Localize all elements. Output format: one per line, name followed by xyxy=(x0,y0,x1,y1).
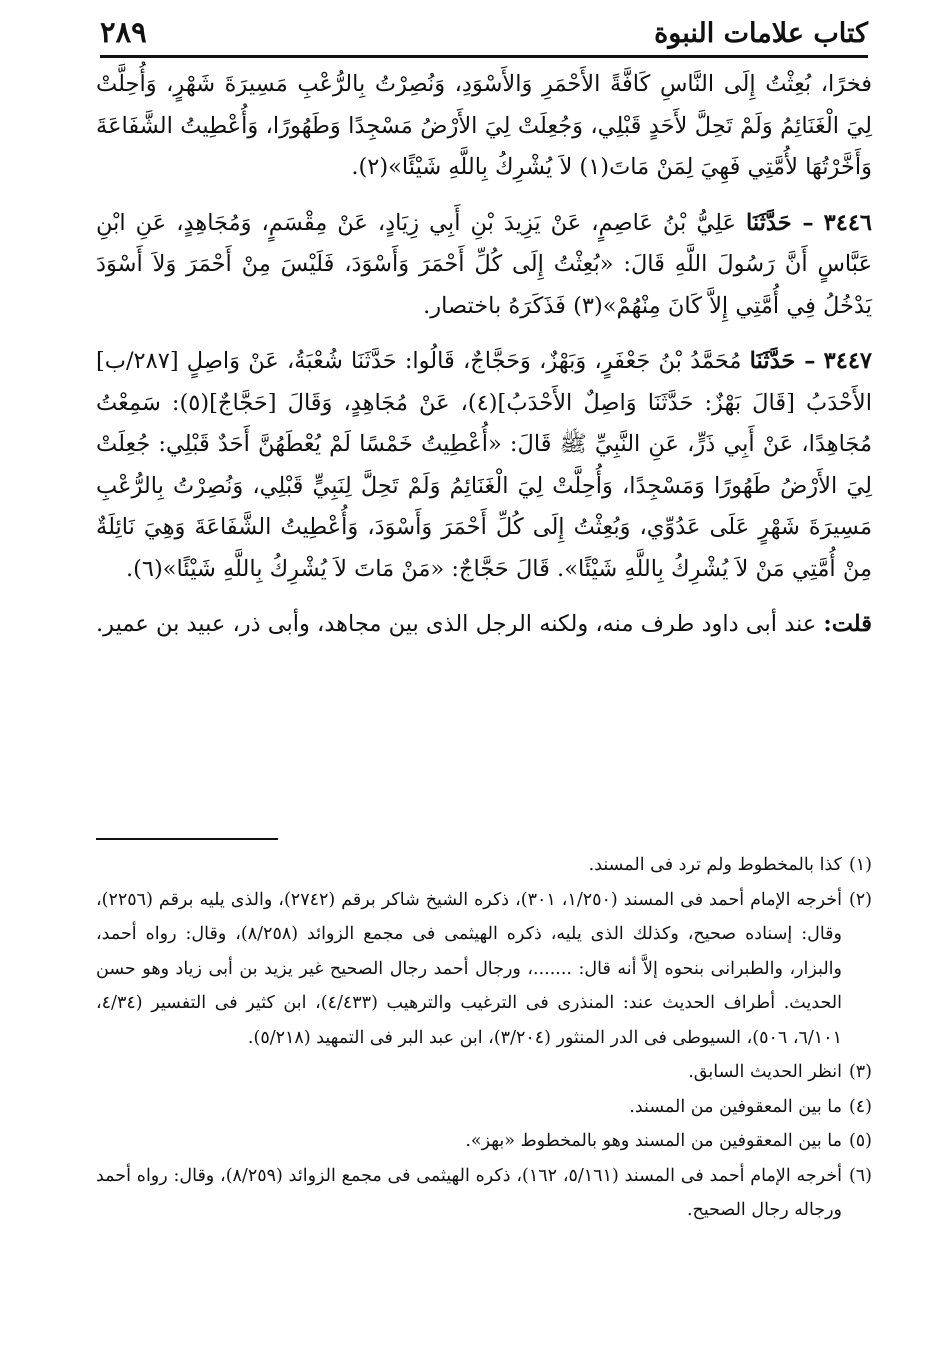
hadith-3447 xyxy=(96,341,872,590)
footnote-number: (٤) xyxy=(848,1096,872,1117)
hadith-3446 xyxy=(96,203,872,328)
comment-text: عند أبى داود طرف منه، ولكنه الرجل الذى بين مجاهد، وأبى ذر، عبيد بن عمير. xyxy=(96,611,817,637)
footnote-3 xyxy=(96,1055,872,1090)
footnote-6 xyxy=(96,1159,872,1228)
footnote-number: (١) xyxy=(848,855,872,875)
footnote-number: (٦) xyxy=(848,1165,872,1186)
paragraph-continuation: فخرًا، بُعِثْتُ إِلَى النَّاسِ كَافَّةً الأَحْمَرِ وَالأَسْوَدِ، وَنُصِرْتُ بِالرُّعْبِ مَسِيرَةَ شَهْرٍ، وَأُحِلَّتْ لِيَ الْغَنَائِمُ وَلَمْ تَحِلَّ لأَحَدٍ قَبْلِي، وَجُعِلَتْ لِيَ الأَرْضُ مَسْجِدًا وَطَهُورًا، وَأُعْطِيتُ الشَّفَاعَةَ وَأَخَّرْتُهَا لأُمَّتِي فَهِيَ لِمَنْ مَاتَ(١) لاَ يُشْرِكُ بِاللَّهِ شَيْئًا»(٢). xyxy=(96,71,872,180)
hadith-lead: – حَدَّثَنَا xyxy=(749,348,816,374)
hadith-lead: – حَدَّثَنَا xyxy=(746,209,814,236)
book-title: كتاب علامات النبوة xyxy=(654,18,868,49)
footnote-5 xyxy=(96,1124,872,1159)
page-number: ٢٨٩ xyxy=(100,15,147,49)
footnote-2 xyxy=(96,883,872,1056)
main-text xyxy=(96,64,872,646)
footnote-text: أخرجه الإمام أحمد فى المسند (١/٢٥٠، ٣٠١)، ذكره الشيخ شاكر برقم (٢٧٤٢)، والذى يليه برقم (٢٢٥٦)، وقال: إسناده صحيح، وكذلك الذى يليه، ذكره الهيثمى فى مجمع الزوائد (٨/٢٥٨)، وقال: رواه أحمد، والبزار، والطبرانى بنحوه إلاَّ أنه قال: .......، ورجال أحمد رجال الصحيح غير يزيد بن أبى زياد وهو حسن الحديث. أطراف الحديث عند: المنذرى فى الترغيب والترهيب (٤/٤٣٣)، ابن كثير فى التفسير (٤/٣٤، ٦/١٠١، ٥٠٦)، السيوطى فى الدر المنثور (٣/٢٠٤)، ابن عبد البر فى التمهيد (٥/٢١٨). xyxy=(96,889,842,1048)
footnote-number: (٢) xyxy=(848,889,872,910)
footnote-text: انظر الحديث السابق. xyxy=(688,1062,842,1082)
footnote-text: ما بين المعقوفين من المسند. xyxy=(629,1096,842,1117)
comment-label: قلت: xyxy=(823,611,872,637)
hadith-number: ٣٤٤٦ xyxy=(823,209,873,236)
hadith-text: مُحَمَّدُ بْنُ جَعْفَرٍ، وَبَهْزٌ، وَحَجَّاجٌ، قَالُوا: حَدَّثَنَا شُعْبَةُ، عَنْ وَاصِلٍ [٢٨٧/ب] الأَحْدَبُ [قَالَ بَهْزٌ: حَدَّثَنَا وَاصِلٌ الأَحْدَبُ](٤)، عَنْ مُجَاهِدٍ، وَقَالَ [حَجَّاجٌ](٥): سَمِعْتُ مُجَاهِدًا، عَنْ أَبِي ذَرٍّ، عَنِ النَّبِيِّ ﷺ قَالَ: «أُعْطِيتُ خَمْسًا لَمْ يُعْطَهُنَّ أَحَدٌ قَبْلِي: جُعِلَتْ لِيَ الأَرْضُ طَهُورًا وَمَسْجِدًا، وَأُحِلَّتْ لِيَ الْغَنَائِمُ وَلَمْ تَحِلَّ لِنَبِيٍّ قَبْلِي، وَنُصِرْتُ بِالرُّعْبِ مَسِيرَةَ شَهْرٍ عَلَى عَدُوِّي، وَبُعِثْتُ إِلَى كُلِّ أَحْمَرَ وَأَسْوَدَ، وَأُعْطِيتُ الشَّفَاعَةَ وَهِيَ نَائِلَةٌ مِنْ أُمَّتِي مَنْ لاَ يُشْرِكُ بِاللَّهِ شَيْئًا». قَالَ حَجَّاجٌ: «مَنْ مَاتَ لاَ يُشْرِكُ بِاللَّهِ شَيْئًا»(٦). xyxy=(96,348,872,582)
footnote-number: (٥) xyxy=(848,1131,872,1151)
footnote-text: ما بين المعقوفين من المسند وهو بالمخطوط «بهز». xyxy=(465,1131,842,1151)
editor-comment xyxy=(96,604,872,646)
footnote-text: أخرجه الإمام أحمد فى المسند (٥/١٦١، ١٦٢)، ذكره الهيثمى فى مجمع الزوائد (٨/٢٥٩)، وقال: رواه أحمد ورجاله رجال الصحيح. xyxy=(96,1165,843,1220)
footnote-separator xyxy=(96,838,278,840)
footnote-text: كذا بالمخطوط ولم ترد فى المسند. xyxy=(588,855,842,875)
hadith-text: عَلِيُّ بْنُ عَاصِمٍ، عَنْ يَزِيدَ بْنِ أَبِي زِيَادٍ، عَنْ مِقْسَمٍ، وَمُجَاهِدٍ، عَنِ ابْنِ عَبَّاسٍ أَنَّ رَسُولَ اللَّهِ قَالَ: «بُعِثْتُ إِلَى كُلِّ أَحْمَرَ وَأَسْوَدَ، فَلَيْسَ مِنْ أَحْمَرَ وَلاَ أَسْوَدَ يَدْخُلُ فِي أُمَّتِي إِلاَّ كَانَ مِنْهُمْ»(٣) فَذَكَرَهُ باختصار. xyxy=(96,209,872,319)
footnote-4 xyxy=(96,1090,872,1125)
footnotes xyxy=(96,848,872,1228)
page-header xyxy=(100,14,868,58)
footnote-number: (٣) xyxy=(848,1062,872,1082)
footnote-1 xyxy=(96,848,872,883)
hadith-number: ٣٤٤٧ xyxy=(823,348,872,374)
